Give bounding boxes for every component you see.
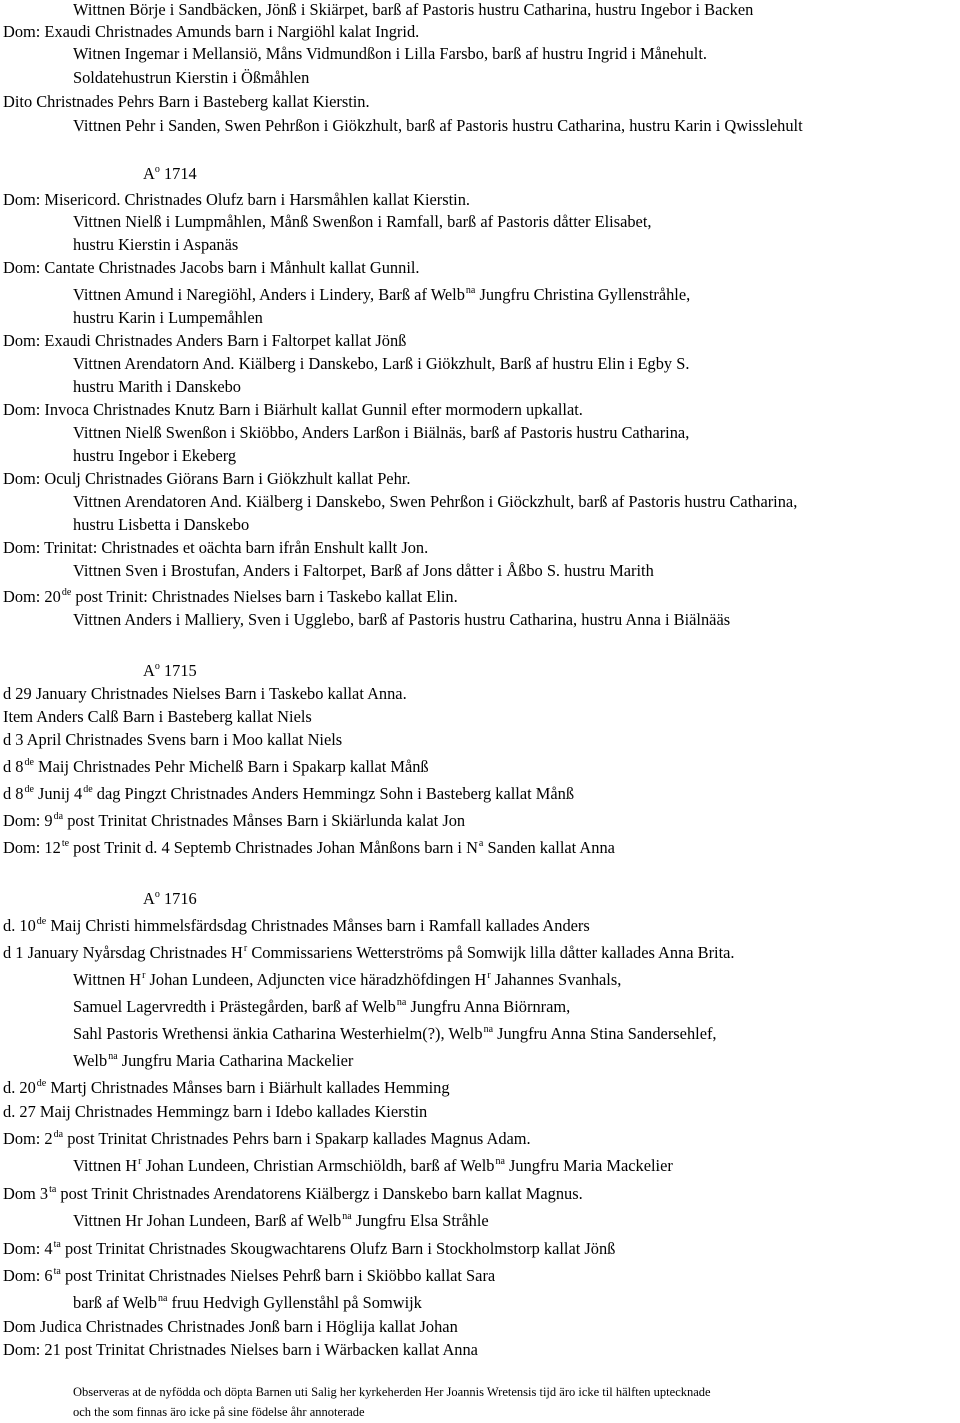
line-text: Junij 4	[33, 784, 83, 803]
witness-line	[73, 235, 238, 255]
entry-line	[3, 1129, 531, 1152]
line-text: Jungfru Christina Gyllenstråhle,	[475, 285, 691, 304]
line-text: barß af Welb	[73, 1293, 157, 1312]
line-text: Dom: 12	[3, 838, 61, 857]
year-heading	[143, 889, 197, 912]
entry-line	[3, 730, 342, 750]
line-text: Dom: Exaudi Christnades Anders Barn i Faltorpet kallat Jönß	[3, 331, 407, 350]
heading-superscript: o	[154, 889, 160, 900]
line-text: hustru Lisbetta i Danskebo	[73, 515, 250, 534]
line-text: Witnen Ingemar i Mellansiö, Måns Vidmundßon i Lilla Farsbo, barß af hustru Ingrid i Månehult.	[73, 44, 707, 63]
line-text: post Trinit d. 4 Septemb Christnades Johan Månßons barn i N	[69, 838, 478, 857]
entry-line	[3, 1317, 458, 1337]
line-text: post Trinit Christnades Arendatorens Kiälbergz i Danskebo barn kallat Magnus.	[56, 1184, 583, 1203]
year-heading	[143, 164, 197, 187]
line-text: Sanden kallat Anna	[483, 838, 615, 857]
line-text: Vittnen Anders i Malliery, Sven i Ugglebo, barß af Pastoris hustru Catharina, hustru Anna i Biälnääs	[73, 610, 731, 629]
entry-line	[3, 943, 735, 966]
superscript-text: ta	[53, 1239, 61, 1250]
line-text: Dom: Exaudi Christnades Amunds barn i Nargiöhl kalat Ingrid.	[3, 22, 420, 41]
year-heading	[143, 661, 197, 684]
line-text: hustru Karin i Lumpemåhlen	[73, 308, 263, 327]
superscript-text: r	[142, 970, 146, 981]
line-text: hustru Marith i Danskebo	[73, 377, 241, 396]
witness-line	[73, 492, 797, 512]
heading-anno: A	[143, 661, 155, 680]
line-text: d. 27 Maij Christnades Hemmingz barn i Idebo kallades Kierstin	[3, 1102, 428, 1121]
entry-line	[3, 1102, 427, 1122]
entry-line	[3, 190, 470, 210]
witness-line	[73, 1211, 489, 1234]
line-text: Dom: Trinitat: Christnades et oächta barn ifrån Enshult kallt Jon.	[3, 538, 429, 557]
witness-line	[73, 212, 651, 232]
superscript-text: de	[36, 916, 47, 927]
witness-line	[73, 377, 241, 397]
line-text: Dom: 6	[3, 1266, 53, 1285]
line-text: Maij Christi himmelsfärdsdag Christnades Månses barn i Ramfall kallades Anders	[46, 916, 590, 935]
superscript-text: na	[465, 285, 476, 296]
entry-line	[3, 92, 370, 112]
heading-superscript: o	[154, 661, 160, 672]
superscript-text: na	[342, 1211, 352, 1222]
line-text: Vittnen Nielß i Lumpmåhlen, Månß Swenßon i Ramfall, barß af Pastoris dåtter Elisabet,	[73, 212, 652, 231]
heading-year: 1716	[159, 889, 197, 908]
witness-line	[73, 561, 654, 581]
line-text: Vittnen Arendatorn And. Kiälberg i Danskebo, Larß i Giökzhult, Barß af hustru Elin i Egby S.	[73, 354, 690, 373]
line-text: Vittnen Arendatoren And. Kiälberg i Danskebo, Swen Pehrßon i Giöckzhult, barß af Pastoris hustru Catharina,	[73, 492, 798, 511]
line-text: post Trinitat Christnades Nielses Pehrß barn i Skiöbbo kallat Sara	[60, 1266, 496, 1285]
superscript-text: r	[243, 943, 248, 954]
line-text: d. 10	[3, 916, 36, 935]
entry-line	[3, 587, 458, 610]
superscript-text: na	[157, 1293, 168, 1304]
superscript-text: na	[396, 997, 407, 1008]
witness-line	[73, 446, 236, 466]
superscript-text: de	[36, 1078, 47, 1089]
entry-line	[3, 331, 406, 351]
line-text: Wittnen Börje i Sandbäcken, Jönß i Skiärpet, barß af Pastoris hustru Catharina, hustru Ingebor i Backen	[73, 0, 754, 19]
heading-year: 1715	[159, 661, 197, 680]
superscript-text: r	[138, 1156, 142, 1167]
witness-line	[73, 285, 690, 308]
entry-line	[3, 784, 574, 807]
line-text: hustru Ingebor i Ekeberg	[73, 446, 237, 465]
entry-line	[3, 469, 410, 489]
line-text: Vittnen H	[73, 1156, 138, 1175]
entry-line	[3, 1266, 495, 1289]
line-text: Johan Lundeen, Christian Armschiöldh, barß af Welb	[141, 1156, 495, 1175]
line-text: hustru Kierstin i Aspanäs	[73, 235, 239, 254]
witness-line	[73, 68, 309, 88]
superscript-text: de	[24, 784, 34, 795]
superscript-text: ta	[53, 1266, 61, 1277]
line-text: Dom Judica Christnades Christnades Jonß barn i Höglija kallat Johan	[3, 1317, 458, 1336]
superscript-text: da	[53, 1129, 64, 1140]
superscript-text: a	[478, 838, 484, 849]
witness-line	[73, 1156, 673, 1179]
witness-line	[73, 1293, 422, 1316]
superscript-text: na	[483, 1024, 494, 1035]
superscript-text: na	[108, 1051, 118, 1062]
superscript-text: de	[61, 587, 72, 598]
witness-line	[73, 0, 753, 20]
entry-line	[3, 811, 465, 834]
heading-anno: A	[143, 889, 155, 908]
line-text: Dom: Cantate Christnades Jacobs barn i Månhult kallat Gunnil.	[3, 258, 420, 277]
line-text: Soldatehustrun Kierstin i Ößmåhlen	[73, 68, 310, 87]
line-text: d 3 April Christnades Svens barn i Moo kallat Niels	[3, 730, 343, 749]
line-text: Vittnen Pehr i Sanden, Swen Pehrßon i Giökzhult, barß af Pastoris hustru Catharina, hustru Karin i Qwisslehult	[73, 116, 803, 135]
line-text: Jungfru Anna Stina Sandersehlef,	[493, 1024, 717, 1043]
line-text: Vittnen Amund i Naregiöhl, Anders i Lindery, Barß af Welb	[73, 285, 465, 304]
line-text: Sahl Pastoris Wrethensi änkia Catharina Westerhielm(?), Welb	[73, 1024, 483, 1043]
entry-line	[3, 1340, 478, 1360]
entry-line	[3, 1184, 583, 1207]
entry-line	[3, 916, 590, 939]
line-text: Wittnen H	[73, 970, 142, 989]
line-text: Dom: Invoca Christnades Knutz Barn i Biärhult kallat Gunnil efter mormodern upkallat.	[3, 400, 583, 419]
entry-line	[3, 400, 583, 420]
entry-line	[3, 707, 312, 727]
line-text: Vittnen Sven i Brostufan, Anders i Faltorpet, Barß af Jons dåtter i Åßbo S. hustru Marith	[73, 561, 654, 580]
witness-line	[73, 970, 621, 993]
entry-line	[3, 1239, 615, 1262]
witness-line	[73, 308, 263, 328]
line-text: Johan Lundeen, Adjuncten vice häradzhöfdingen H	[145, 970, 487, 989]
line-text: Dom: Oculj Christnades Giörans Barn i Giökzhult kallat Pehr.	[3, 469, 411, 488]
line-text: d 1 January Nyårsdag Christnades H	[3, 943, 243, 962]
line-text: Martj Christnades Månses barn i Biärhult kallades Hemming	[46, 1078, 450, 1097]
entry-line	[3, 757, 429, 780]
line-text: Dom 3	[3, 1184, 49, 1203]
line-text: fruu Hedvigh Gyllenståhl på Somwijk	[167, 1293, 422, 1312]
line-text: d 8	[3, 757, 24, 776]
line-text: Welb	[73, 1051, 108, 1070]
line-text: post Trinit: Christnades Nielses barn i Taskebo kallat Elin.	[71, 587, 458, 606]
witness-line	[73, 1024, 717, 1047]
line-text: Vittnen Hr Johan Lundeen, Barß af Welb	[73, 1211, 342, 1230]
line-text: Item Anders Calß Barn i Basteberg kallat Niels	[3, 707, 312, 726]
line-text: Dom: 21 post Trinitat Christnades Nielses barn i Wärbacken kallat Anna	[3, 1340, 478, 1359]
entry-line	[3, 538, 428, 558]
line-text: Jungfru Elsa Stråhle	[351, 1211, 489, 1230]
line-text: dag Pingzt Christnades Anders Hemmingz Sohn i Basteberg kallat Månß	[92, 784, 575, 803]
heading-year: 1714	[159, 164, 197, 183]
line-text: post Trinitat Christnades Skougwachtarens Olufz Barn i Stockholmstorp kallat Jönß	[60, 1239, 616, 1258]
witness-line	[73, 515, 249, 535]
heading-anno: A	[143, 164, 155, 183]
line-text: Dom: Misericord. Christnades Olufz barn i Harsmåhlen kallat Kierstin.	[3, 190, 471, 209]
witness-line	[73, 997, 570, 1020]
entry-line	[3, 684, 407, 704]
heading-superscript: o	[154, 164, 160, 175]
entry-line	[3, 22, 419, 42]
line-text: post Trinitat Christnades Månses Barn i Skiärlunda kalat Jon	[63, 811, 466, 830]
witness-line	[73, 44, 707, 64]
witness-line	[73, 116, 803, 136]
line-text: Dom: 2	[3, 1129, 53, 1148]
line-text: Commissariens Wetterströms på Somwijk lilla dåtter kallades Anna Brita.	[247, 943, 735, 962]
line-text: Dom: 20	[3, 587, 61, 606]
entry-line	[3, 838, 615, 861]
superscript-text: da	[53, 811, 64, 822]
line-text: Vittnen Nielß Swenßon i Skiöbbo, Anders Larßon i Biälnäs, barß af Pastoris hustru Catharina,	[73, 423, 690, 442]
witness-line	[73, 354, 689, 374]
superscript-text: ta	[49, 1184, 57, 1195]
superscript-text: r	[487, 970, 491, 981]
line-text: Maij Christnades Pehr Michelß Barn i Spakarp kallat Månß	[33, 757, 429, 776]
superscript-text: de	[83, 784, 93, 795]
line-text: d. 20	[3, 1078, 36, 1097]
entry-line	[3, 1078, 450, 1101]
entry-line	[3, 258, 420, 278]
line-text: d 8	[3, 784, 24, 803]
line-text: d 29 January Christnades Nielses Barn i Taskebo kallat Anna.	[3, 684, 407, 703]
line-text: Jungfru Maria Mackelier	[504, 1156, 673, 1175]
footnote-line: Observeras at de nyfödda och döpta Barnen uti Salig her kyrkeherden Her Joannis Wretensis tijd äro icke til hälften uptecknade	[73, 1385, 711, 1399]
footnote-line: och the som finnas äro icke på sine födelse åhr annoterade	[73, 1405, 365, 1419]
witness-line	[73, 610, 730, 630]
superscript-text: te	[61, 838, 70, 849]
line-text: Samuel Lagervredth i Prästegården, barß af Welb	[73, 997, 396, 1016]
line-text: Jungfru Maria Catharina Mackelier	[117, 1051, 354, 1070]
witness-line	[73, 1051, 353, 1074]
line-text: Dom: 4	[3, 1239, 53, 1258]
superscript-text: na	[495, 1156, 505, 1167]
superscript-text: de	[24, 757, 34, 768]
line-text: Jahannes Svanhals,	[490, 970, 622, 989]
witness-line	[73, 423, 689, 443]
line-text: Dom: 9	[3, 811, 53, 830]
line-text: post Trinitat Christnades Pehrs barn i Spakarp kallades Magnus Adam.	[63, 1129, 531, 1148]
line-text: Jungfru Anna Biörnram,	[406, 997, 571, 1016]
line-text: Dito Christnades Pehrs Barn i Basteberg kallat Kierstin.	[3, 92, 370, 111]
